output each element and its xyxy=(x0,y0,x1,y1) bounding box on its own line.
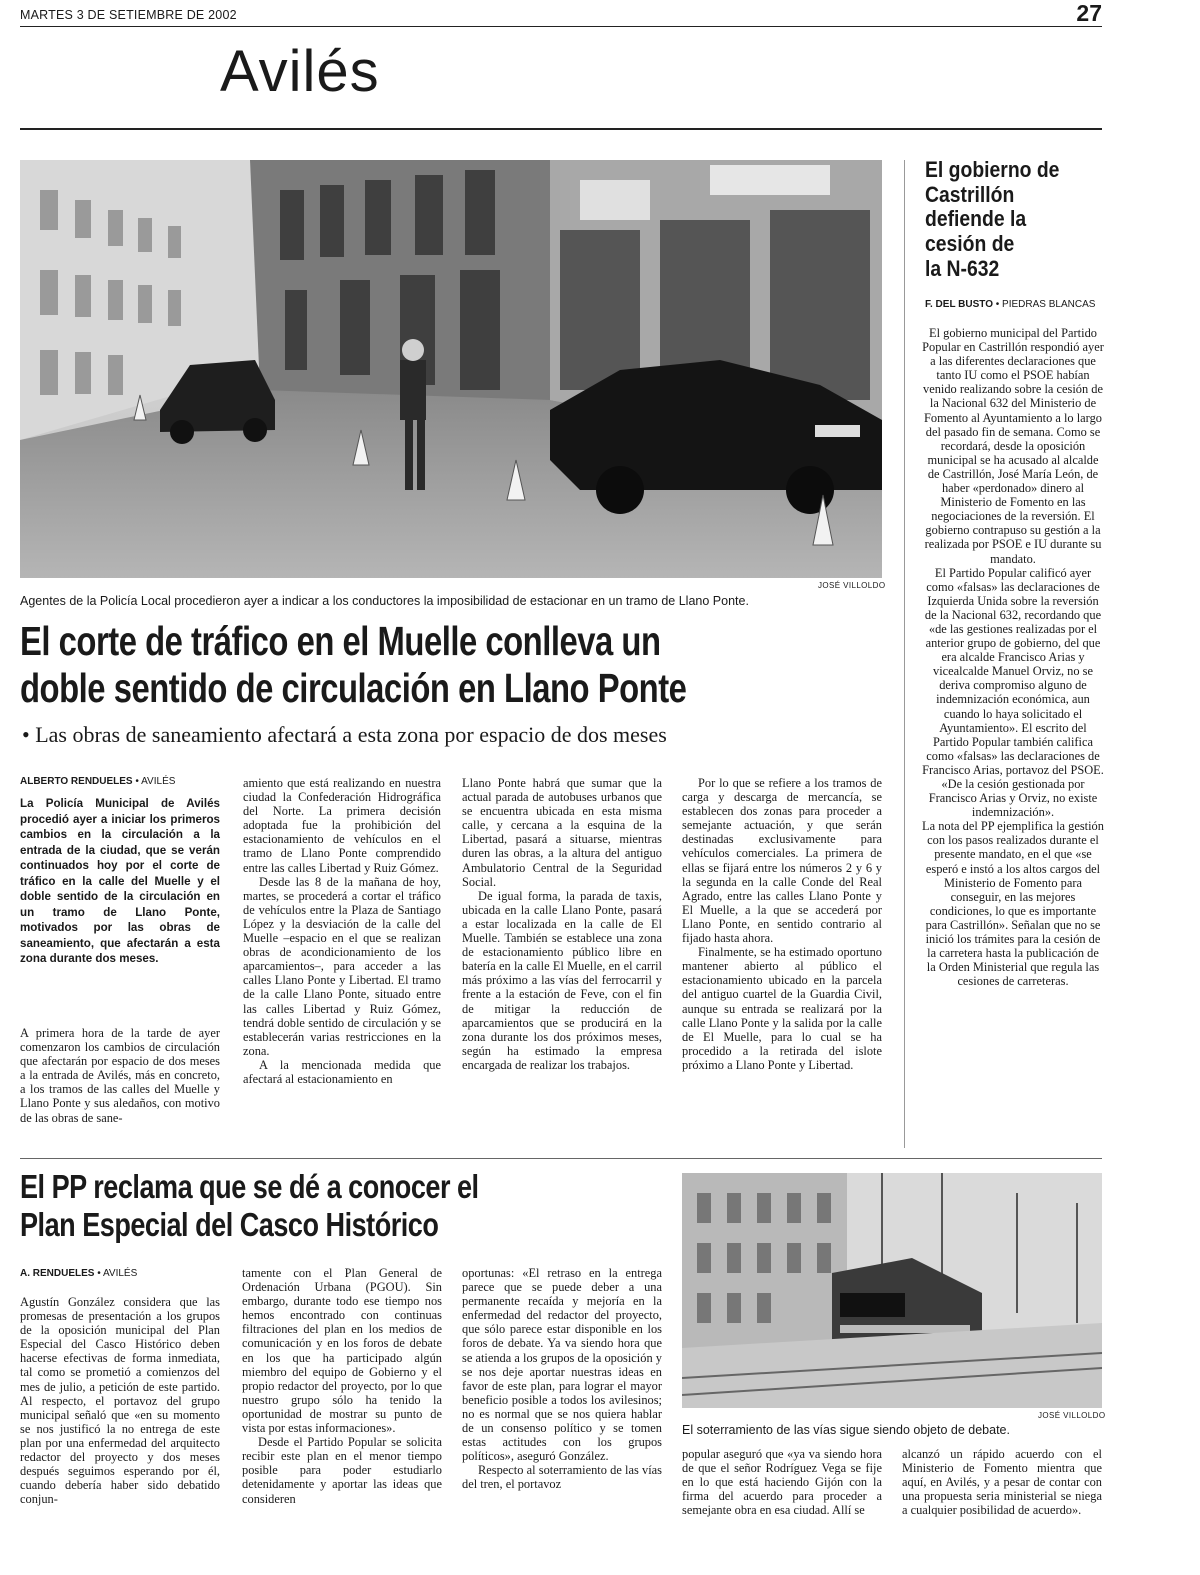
main-headline-line-2: doble sentido de circulación en Llano Ponte xyxy=(20,665,687,712)
issue-date: MARTES 3 DE SETIEMBRE DE 2002 xyxy=(20,8,237,22)
main-headline-line-1: El corte de tráfico en el Muelle conlleva un xyxy=(20,618,661,664)
paragraph: A la mencionada medida que afectará al estacionamiento en xyxy=(243,1057,441,1086)
paragraph: alcanzó un rápido acuerdo con el Ministerio de Fomento mientra que aquí, en Avilés, y a pesar de contar con una propuesta seria ministerial se niega a cualquier posibilidad de acuerdo». xyxy=(902,1447,1102,1518)
byline-author: ALBERTO RENDUELES xyxy=(20,776,133,787)
side-headline-line: defiende la xyxy=(925,206,1027,232)
pp-column-3 xyxy=(462,1266,662,1492)
pp-column-2 xyxy=(242,1266,442,1506)
paragraph: Desde el Partido Popular se solicita recibir este plan en el menor tiempo posible para poder estudiarlo detenidamente y aportar las ideas que consideren xyxy=(242,1435,442,1506)
side-headline-line: El gobierno de xyxy=(925,157,1060,182)
pp-headline-line-2: Plan Especial del Casco Histórico xyxy=(20,1205,439,1243)
page-number: 27 xyxy=(1076,0,1102,26)
byline-place: AVILÉS xyxy=(102,1268,138,1279)
side-headline-line: la N-632 xyxy=(925,255,1000,281)
pp-column-4 xyxy=(682,1447,882,1517)
paragraph: El Partido Popular calificó ayer como «falsas» las declaraciones de Izquierda Unida sobre la reversión de la Nacional 632, recordando que «de las gestiones realizadas por el anterior grupo de gobierno, del que era alcalde Francisco Arias y vicealcalde Manuel Orviz, no se deriva compromiso alguno de indemnización económica, aun cuando lo haya solicitado el Ayuntamiento». El escrito del Partido Popular también califica como «falsas» las declaraciones de Francisco Arias, portavoz del PSOE. «De la cesión gestionada por Francisco Arias y Orviz, no existe indemnización». xyxy=(922,565,1104,820)
main-byline: ALBERTO RENDUELES • AVILÉS xyxy=(20,776,176,787)
paragraph: El gobierno municipal del Partido Popular en Castrillón respondió ayer a las diferentes declaraciones que tanto IU como el PSOE habían venido realizando sobre la cesión de la Nacional 632 del Ministerio de Fomento al Ayuntamiento a lo largo del pasado fin de semana. Como se recordará, desde la oposición municipal se ha acusado al alcalde de Castrillón, José María León, de haber «perdonado» dinero al Ministerio de Fomento en las negociaciones de la reversión. El gobierno contrapuso su gestión a la realizada por PSOE e IU durante su mandato. xyxy=(922,326,1104,566)
main-column-2 xyxy=(243,776,441,1086)
paragraph: Respecto al soterramiento de las vías del tren, el portavoz xyxy=(462,1463,662,1492)
pp-byline: A. RENDUELES • AVILÉS xyxy=(20,1268,138,1279)
main-subhead: • Las obras de saneamiento afectará a esta zona por espacio de dos meses xyxy=(22,722,667,747)
main-column-1 xyxy=(20,1026,220,1125)
section-title: Avilés xyxy=(220,39,380,104)
pp-headline-line-1: El PP reclama que se dé a conocer el xyxy=(20,1168,479,1205)
main-lead: La Policía Municipal de Avilés procedió ayer a iniciar los primeros cambios en la circulación a la entrada de la ciudad, que se verán continuados hoy por el corte de tráfico en la calle del Muelle y el doble sentido de la circulación en un tramo de Llano Ponte, motivados por las obras de saneamiento, que afectarán a esta zona durante dos meses. xyxy=(20,797,220,965)
main-column-4 xyxy=(682,776,882,1072)
side-headline-line: cesión de xyxy=(925,230,1015,256)
paragraph: amiento que está realizando en nuestra ciudad la Confederación Hidrográfica del Norte. La primera decisión adoptada fue la prohibición del estacionamiento de vehículos en el tramo de Llano Ponte comprendido entre las calles Libertad y Ruiz Gómez. xyxy=(243,776,441,875)
photo-caption: Agentes de la Policía Local procedieron ayer a indicar a los conductores la imposibilidad de estacionar en un tramo de Llano Ponte. xyxy=(20,594,749,608)
photo-caption: El soterramiento de las vías sigue siendo objeto de debate. xyxy=(682,1423,1010,1437)
paragraph: La nota del PP ejemplifica la gestión con los pasos realizados durante el presente mandato, en el que «se esperó e instó a los altos cargos del Ministerio de Fomento para conseguir, en las mejores condiciones, lo que es importante para Castrillón». Señalan que no se inició los trámites para la cesión de la carretera hasta la publicación de la Orden Ministerial que regula las cesiones de carreteras. xyxy=(922,819,1104,989)
paragraph: Agustín González considera que las promesas de presentación a los grupos de la oposición municipal del Plan Especial del Casco Histórico deben hacerse efectivas de forma inmediata, tal como se prometió a comienzos del mes de julio, a petición de este partido. Al respecto, el portavoz del grupo municipal señaló que «en su momento se nos justificó la no entrega de este plan por una enfermedad del arquitecto redactor del proyecto y dos meses después seguimos esperando por él, cuando debería haber sido debatido conjun- xyxy=(20,1295,220,1507)
paragraph: Finalmente, se ha estimado oportuno mantener abierto al público el estacionamiento ubicado en la parcela del antiguo cuartel de la Guardia Civil, aunque su entrada se realizará por la calle Llano Ponte y la salida por la calle de El Muelle, para lo cual se ha procedido a la retirada del islote próximo a Llano Ponte y Libertad. xyxy=(682,945,882,1072)
column-divider xyxy=(904,160,905,1148)
paragraph: A primera hora de la tarde de ayer comenzaron los cambios de circulación que afectarán por espacio de dos meses a la entrada de Avilés, más en concreto, a los tramos de las calles del Muelle y Llano Ponte y sus aledaños, con motivo de las obras de sane- xyxy=(20,1026,220,1125)
side-headline xyxy=(925,158,1092,281)
pp-headline xyxy=(20,1168,758,1244)
header-rule xyxy=(20,26,1102,27)
byline-place: PIEDRAS BLANCAS xyxy=(1002,299,1096,310)
paragraph: Desde las 8 de la mañana de hoy, martes, se procederá a cortar el tráfico de vehículos entre la Plaza de Santiago López y la desviación de la calle del Muelle –espacio en el que se realizan obras de acondicionamiento de los aparcamientos–, para acceder a las calles Llano Ponte y Libertad. El tramo de la calle Llano Ponte, situado entre las calles Libertad y Ruiz Gómez, tendrá doble sentido de circulación y se establecerán varias restricciones en la zona. xyxy=(243,874,441,1058)
side-headline-line: Castrillón xyxy=(925,181,1015,207)
paragraph: popular aseguró que «ya va siendo hora de que el señor Rodríguez Vega se fije en lo que está haciendo Gijón con la firma del acuerdo para proceder a semejante obra en esa ciudad. Allí se xyxy=(682,1447,882,1518)
story-rule xyxy=(20,1158,1102,1159)
pp-column-1 xyxy=(20,1295,220,1506)
main-column-3 xyxy=(462,776,662,1072)
photo-credit: JOSÉ VILLOLDO xyxy=(818,581,886,590)
section-rule xyxy=(20,128,1102,130)
byline-author: F. DEL BUSTO xyxy=(925,299,993,310)
photo-credit: JOSÉ VILLOLDO xyxy=(1038,1411,1106,1420)
paragraph: tamente con el Plan General de Ordenación Urbana (PGOU). Sin embargo, durante todo ese tiempo nos hemos encontrado con continuas filtraciones del plan en los medios de comunicación y en los foros de debate en los que ha participado algún miembro del equipo de Gobierno y el propio redactor del proyecto, por lo que nuestro grupo sólo ha tenido la oportunidad de mostrar su punto de vista por estas informaciones». xyxy=(242,1266,442,1436)
train-photo xyxy=(682,1173,1102,1408)
street-traffic-photo xyxy=(20,160,882,578)
paragraph: Por lo que se refiere a los tramos de carga y descarga de mercancía, se establecen dos zonas para proceder a semejante actuación, y que serán destinadas exclusivamente para vehículos comerciales. La primera de ellas se fijará entre los números 2 y 6 y la segunda en la calle Conde del Real Agrado, entre las calles Llano Ponte y El Muelle, a la que se accederá por Llano Ponte, en sentido contrario al fijado hasta ahora. xyxy=(682,776,882,946)
main-headline xyxy=(20,618,980,712)
paragraph: Llano Ponte habrá que sumar que la actual parada de autobuses urbanos que se encuentra ubicada en esta misma calle, y cercana a la esquina de la Libertad, pasará a situarse, mientras duren las obras, a la altura del antiguo Ambulatorio Central de la Seguridad Social. xyxy=(462,776,662,889)
byline-author: A. RENDUELES xyxy=(20,1268,95,1279)
side-byline: F. DEL BUSTO • PIEDRAS BLANCAS xyxy=(925,299,1096,310)
pp-column-5 xyxy=(902,1447,1102,1517)
byline-place: AVILÉS xyxy=(141,776,176,787)
paragraph: oportunas: «El retraso en la entrega parece que se puede deber a una permanente recaída y mejoría en la enfermedad del redactor del proyecto, que sólo parece estar disponible en los foros de debate. Ya va siendo hora que se atienda a los grupos de la oposición y se nos deje aportar nuestras ideas en favor de este plan, para lograr el mayor beneficio posible a todos los avilesinos; no es normal que se nos quiera hablar de un consenso político y se tomen estas actitudes con los grupos políticos», aseguró González. xyxy=(462,1266,662,1464)
side-story-body xyxy=(922,326,1104,988)
paragraph: De igual forma, la parada de taxis, ubicada en la calle Llano Ponte, pasará a estar localizada en la calle de El Muelle. También se establece una zona de estacionamiento público libre en batería en la calle El Muelle, en el carril más próximo a las vías del ferrocarril y frente a la estación de Feve, con el fin de mitigar la reducción de aparcamientos que se producirá en la zona durante los dos próximos meses, según ha estimado la empresa encargada de realizar los trabajos. xyxy=(462,888,662,1072)
